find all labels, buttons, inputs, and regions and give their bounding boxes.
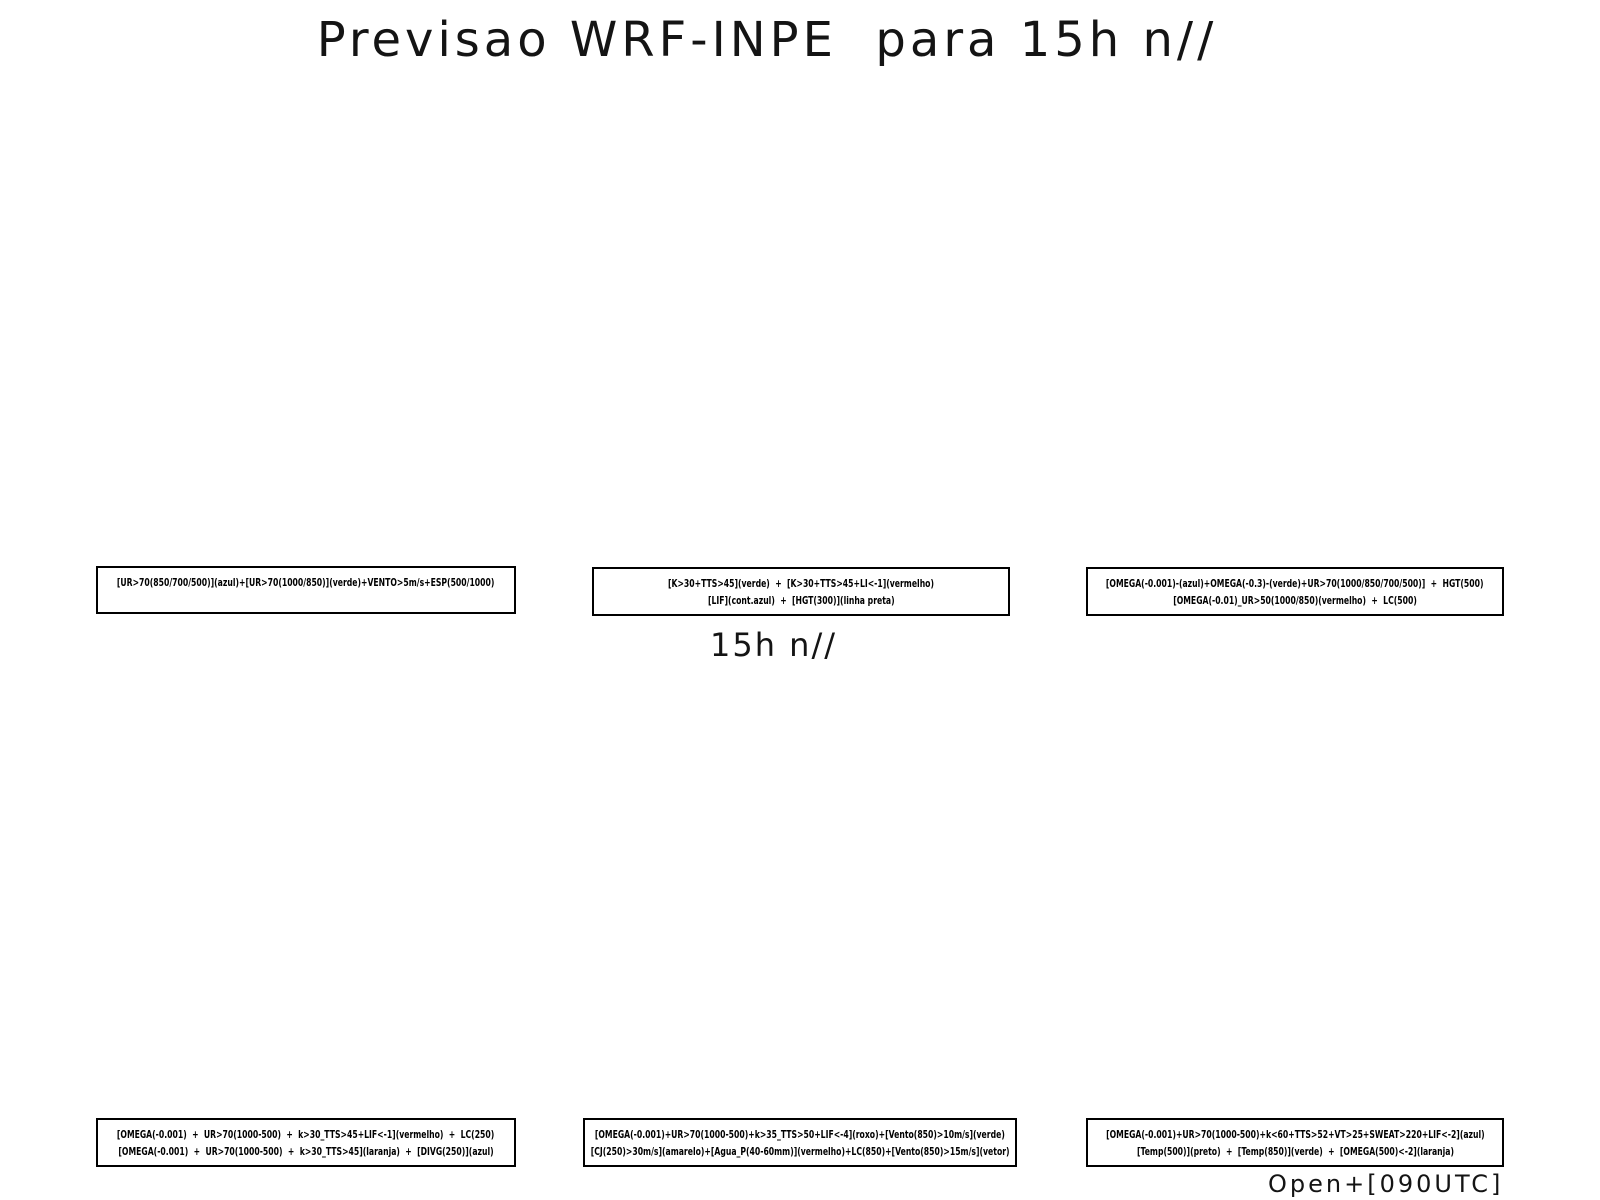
footer-open-utc-label: Open+[090UTC] [1268,1170,1504,1198]
legend-line: [K>30+TTS>45](verde) + [K>30+TTS>45+LI<-1](vermelho) [667,577,934,590]
legend-box-top-left [96,566,516,614]
legend-box-bottom-right [1086,1118,1504,1167]
legend-line: [OMEGA(-0.001) + UR>70(1000-500) + k>30_TTS>45](laranja) + [DIVG(250)](azul) [118,1145,494,1158]
legend-line: [Temp(500)](preto) + [Temp(850)](verde) + [OMEGA(500)<-2](laranja) [1136,1145,1454,1158]
legend-box-top-middle [592,567,1010,616]
legend-box-top-right [1086,567,1504,616]
legend-line: [CJ(250)>30m/s](amarelo)+[Agua_P(40-60mm)](vermelho)+LC(850)+[Vento(850)>15m/s](vetor) [590,1145,1010,1158]
legend-line: [OMEGA(-0.001)+UR>70(1000-500)+k>35_TTS>50+LIF<-4](roxo)+[Vento(850)>10m/s](verde) [595,1128,1005,1141]
legend-line: [OMEGA(-0.001)+UR>70(1000-500)+k<60+TTS>52+VT>25+SWEAT>220+LIF<-2](azul) [1105,1128,1485,1141]
legend-box-bottom-left [96,1118,516,1167]
legend-line: [OMEGA(-0.01)_UR>50(1000/850)(vermelho) + LC(500) [1173,594,1417,607]
legend-line: [OMEGA(-0.001) + UR>70(1000-500) + k>30_TTS>45+LIF<-1](vermelho) + LC(250) [117,1128,495,1141]
legend-box-bottom-middle [583,1118,1017,1167]
legend-line: [OMEGA(-0.001)-(azul)+OMEGA(-0.3)-(verde)+UR>70(1000/850/700/500)] + HGT(500) [1106,577,1484,590]
legend-line: [UR>70(850/700/500)](azul)+[UR>70(1000/850)](verde)+VENTO>5m/s+ESP(500/1000) [117,576,495,589]
center-time-label: 15h n// [710,626,838,664]
legend-line: [LIF](cont.azul) + [HGT(300)](linha preta) [707,594,895,607]
page-title: Previsao WRF-INPE para 15h n// [316,12,1218,68]
